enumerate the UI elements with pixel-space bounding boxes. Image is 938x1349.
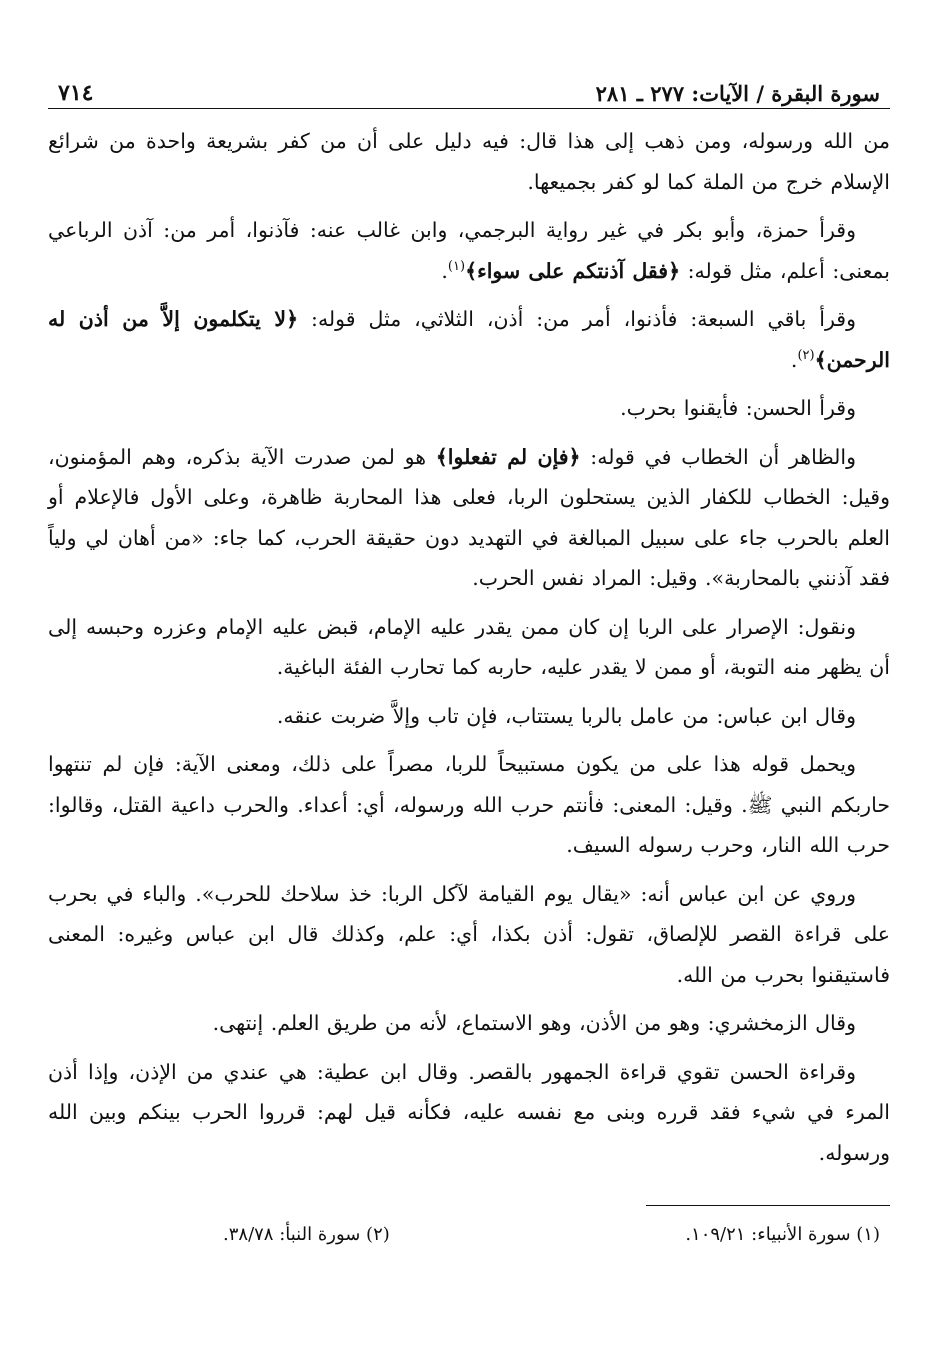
paragraph-5: والظاهر أن الخطاب في قوله: ﴿فإن لم تفعلوا﴾ هو لمن صدرت الآية بذكره، وهم المؤمنون، وقيل: الخطاب للكفار الذين يستحلون الربا، فعلى هذا المحاربة ظاهرة، وعلى الأول فالإعلام أو العلم بالحرب جاء على سبيل المبالغة في التهديد دون حقيقة الحرب، كما جاء: «من أهان لي ولياً فقد آذنني بالمحاربة». وقيل: المراد نفس الحرب.	[48, 444, 890, 590]
page-header	[48, 72, 890, 109]
running-title: سورة البقرة / الآيات: ٢٧٧ ـ ٢٨١	[595, 81, 880, 106]
paragraph-6: ونقول: الإصرار على الربا إن كان ممن يقدر عليه الإمام، قبض عليه الإمام وعزره وحبسه إلى أن يظهر منه التوبة، أو ممن لا يقدر عليه، حاربه كما تحارب الفئة الباغية.	[48, 614, 890, 679]
paragraph-1: من الله ورسوله، ومن ذهب إلى هذا قال: فيه دليل على أن من كفر بشريعة واحدة من شرائع الإسلام خرج من الملة كما لو كفر بجميعها.	[48, 129, 890, 194]
footnote-marker: (١)	[447, 258, 466, 274]
paragraph-11: وقراءة الحسن تقوي قراءة الجمهور بالقصر. وقال ابن عطية: هي عندي من الإذن، وإذا أذن المرء في شيء فقد قرره وبنى مع نفسه عليه، فكأنه قيل لهم: قرروا الحرب بينكم وبين الله ورسوله.	[48, 1059, 890, 1165]
paragraph-3: وقرأ باقي السبعة: فأذنوا، أمر من: أذن، الثلاثي، مثل قوله: ﴿لا يتكلمون إلاَّ من أذن له الرحمن﴾$^{(٢)}$.	[48, 307, 890, 372]
quran-quote: ﴿فإن لم تفعلوا﴾	[435, 444, 581, 469]
page-body	[48, 121, 890, 1173]
page-number: ٧١٤	[58, 80, 94, 106]
paragraph-8: ويحمل قوله هذا على من يكون مستبيحاً للربا، مصراً على ذلك، ومعنى الآية: فإن لم تنتهوا حاربكم النبي ﷺ. وقيل: المعنى: فأنتم حرب الله ورسوله، أي: أعداء. والحرب داعية القتل، وقالوا: حرب الله النار، وحرب رسوله السيف.	[48, 752, 890, 857]
book-page	[48, 72, 890, 1245]
paragraph-4: وقرأ الحسن: فأيقنوا بحرب.	[620, 396, 856, 420]
paragraph-9: وروي عن ابن عباس أنه: «يقال يوم القيامة لآكل الربا: خذ سلاحك للحرب». والباء في بحرب على قراءة القصر للإلصاق، تقول: أذن بكذا، أي: علم، وكذلك قال ابن عباس وغيره: المعنى فاستيقنوا بحرب من الله.	[48, 881, 890, 987]
paragraph-7: وقال ابن عباس: من عامل بالربا يستتاب، فإن تاب وإلاَّ ضربت عنقه.	[276, 703, 856, 728]
paragraph-10: وقال الزمخشري: وهو من الأذن، وهو الاستماع، لأنه من طريق العلم. إنتهى.	[212, 1011, 856, 1035]
footnote-marker: (٢)	[797, 347, 815, 363]
paragraph-2: وقرأ حمزة، وأبو بكر في غير رواية البرجمي، وابن غالب عنه: فآذنوا، أمر من: آذن الرباعي بمعنى: أعلم، مثل قوله: ﴿فقل آذنتكم على سواء﴾$^{(١)}$.	[48, 218, 890, 283]
footnote-separator	[646, 1205, 890, 1206]
quran-quote: ﴿فقل آذنتكم على سواء﴾	[465, 258, 681, 283]
footnote-1: (١) سورة الأنبياء: ١٠٩/٢١.	[685, 1224, 880, 1245]
quran-quote: ﴿لا يتكلمون إلاَّ من أذن له الرحمن﴾	[48, 307, 890, 372]
footnotes	[48, 1220, 890, 1250]
footnote-2: (٢) سورة النبأ: ٣٨/٧٨.	[223, 1224, 390, 1245]
